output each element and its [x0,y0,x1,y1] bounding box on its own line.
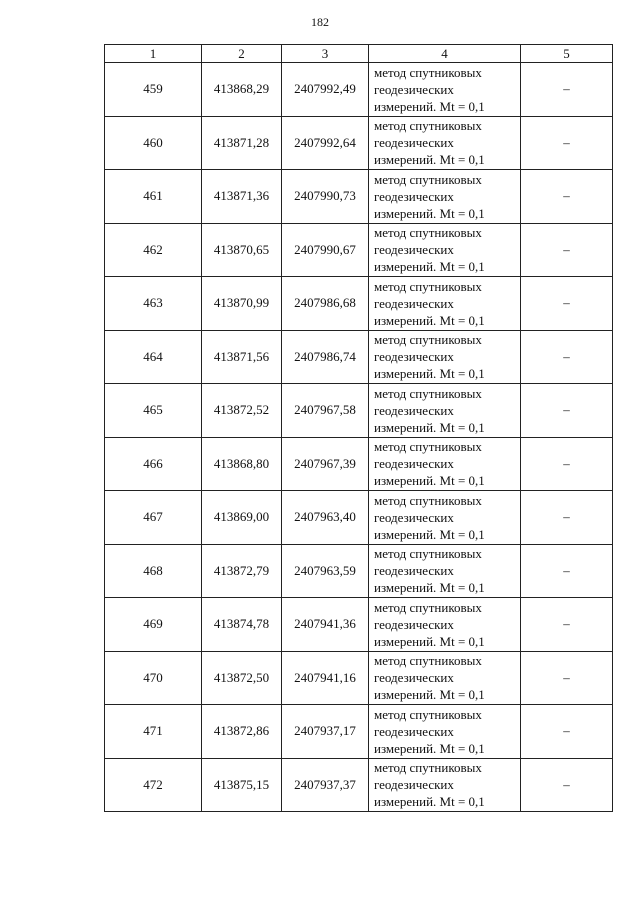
point-number-cell: 462 [105,223,202,277]
note-cell: – [521,384,613,438]
x-coordinate-cell: 413872,50 [202,651,282,705]
table-row [105,491,613,545]
method-cell [369,384,521,438]
x-coordinate-cell: 413874,78 [202,598,282,652]
method-line: геодезических [374,723,454,739]
y-coordinate-cell: 2407986,74 [282,330,369,384]
method-line: метод спутниковых [374,225,482,241]
note-cell: – [521,223,613,277]
table-row [105,330,613,384]
method-cell [369,758,521,812]
method-line: измерений. Mt = 0,1 [374,580,485,596]
method-line: метод спутниковых [374,385,482,401]
note-cell: – [521,330,613,384]
point-number-cell: 460 [105,116,202,170]
x-coordinate-cell: 413870,65 [202,223,282,277]
method-line: метод спутниковых [374,64,482,80]
method-line: геодезических [374,563,454,579]
method-line: геодезических [374,135,454,151]
method-line: метод спутниковых [374,278,482,294]
column-header-2: 2 [202,45,282,63]
x-coordinate-cell: 413871,28 [202,116,282,170]
point-number-cell: 469 [105,598,202,652]
y-coordinate-cell: 2407990,73 [282,170,369,224]
method-line: метод спутниковых [374,653,482,669]
table-row [105,384,613,438]
method-line: измерений. Mt = 0,1 [374,312,485,328]
method-cell [369,277,521,331]
point-number-cell: 464 [105,330,202,384]
method-cell [369,705,521,759]
column-header-5: 5 [521,45,613,63]
note-cell: – [521,491,613,545]
method-line: измерений. Mt = 0,1 [374,687,485,703]
y-coordinate-cell: 2407986,68 [282,277,369,331]
point-number-cell: 461 [105,170,202,224]
method-line: метод спутниковых [374,706,482,722]
method-line: измерений. Mt = 0,1 [374,794,485,810]
y-coordinate-cell: 2407941,16 [282,651,369,705]
x-coordinate-cell: 413871,36 [202,170,282,224]
method-cell [369,63,521,117]
table-row [105,223,613,277]
method-line: геодезических [374,670,454,686]
point-number-cell: 470 [105,651,202,705]
point-number-cell: 466 [105,437,202,491]
column-header-3: 3 [282,45,369,63]
note-cell: – [521,544,613,598]
table-row [105,277,613,331]
method-line: измерений. Mt = 0,1 [374,366,485,382]
y-coordinate-cell: 2407967,39 [282,437,369,491]
note-cell: – [521,705,613,759]
method-line: геодезических [374,242,454,258]
method-line: измерений. Mt = 0,1 [374,152,485,168]
table-row [105,170,613,224]
column-header-4: 4 [369,45,521,63]
method-line: метод спутниковых [374,439,482,455]
x-coordinate-cell: 413869,00 [202,491,282,545]
method-cell [369,491,521,545]
method-cell [369,544,521,598]
page-number: 182 [311,15,329,29]
method-line: геодезических [374,402,454,418]
method-line: геодезических [374,349,454,365]
table-row [105,63,613,117]
note-cell: – [521,651,613,705]
method-line: измерений. Mt = 0,1 [374,98,485,114]
x-coordinate-cell: 413875,15 [202,758,282,812]
point-number-cell: 472 [105,758,202,812]
table-row [105,705,613,759]
note-cell: – [521,63,613,117]
y-coordinate-cell: 2407967,58 [282,384,369,438]
method-cell [369,437,521,491]
method-line: метод спутниковых [374,546,482,562]
method-line: измерений. Mt = 0,1 [374,740,485,756]
point-number-cell: 465 [105,384,202,438]
y-coordinate-cell: 2407963,59 [282,544,369,598]
y-coordinate-cell: 2407941,36 [282,598,369,652]
method-cell [369,223,521,277]
method-line: метод спутниковых [374,492,482,508]
method-line: измерений. Mt = 0,1 [374,205,485,221]
method-cell [369,598,521,652]
y-coordinate-cell: 2407963,40 [282,491,369,545]
method-line: измерений. Mt = 0,1 [374,259,485,275]
y-coordinate-cell: 2407990,67 [282,223,369,277]
y-coordinate-cell: 2407992,49 [282,63,369,117]
note-cell: – [521,170,613,224]
method-line: измерений. Mt = 0,1 [374,473,485,489]
table-body [105,63,613,812]
method-line: измерений. Mt = 0,1 [374,526,485,542]
point-number-cell: 459 [105,63,202,117]
table-row [105,651,613,705]
coordinates-table [104,44,613,812]
table-row [105,116,613,170]
method-line: измерений. Mt = 0,1 [374,419,485,435]
method-line: геодезических [374,616,454,632]
x-coordinate-cell: 413868,29 [202,63,282,117]
method-line: метод спутниковых [374,760,482,776]
x-coordinate-cell: 413872,52 [202,384,282,438]
table-row [105,758,613,812]
method-line: метод спутниковых [374,599,482,615]
table-row [105,598,613,652]
note-cell: – [521,598,613,652]
x-coordinate-cell: 413868,80 [202,437,282,491]
note-cell: – [521,277,613,331]
note-cell: – [521,116,613,170]
table-row [105,437,613,491]
table-row [105,544,613,598]
x-coordinate-cell: 413872,86 [202,705,282,759]
point-number-cell: 471 [105,705,202,759]
y-coordinate-cell: 2407937,17 [282,705,369,759]
method-cell [369,170,521,224]
method-line: геодезических [374,777,454,793]
method-line: метод спутниковых [374,332,482,348]
point-number-cell: 467 [105,491,202,545]
method-line: геодезических [374,81,454,97]
y-coordinate-cell: 2407937,37 [282,758,369,812]
method-line: геодезических [374,456,454,472]
y-coordinate-cell: 2407992,64 [282,116,369,170]
x-coordinate-cell: 413871,56 [202,330,282,384]
x-coordinate-cell: 413872,79 [202,544,282,598]
method-cell [369,330,521,384]
method-line: метод спутниковых [374,118,482,134]
note-cell: – [521,437,613,491]
x-coordinate-cell: 413870,99 [202,277,282,331]
note-cell: – [521,758,613,812]
point-number-cell: 463 [105,277,202,331]
method-cell [369,116,521,170]
method-line: геодезических [374,295,454,311]
table-header-row [105,45,613,63]
method-cell [369,651,521,705]
method-line: геодезических [374,188,454,204]
column-header-1: 1 [105,45,202,63]
method-line: геодезических [374,509,454,525]
method-line: метод спутниковых [374,171,482,187]
point-number-cell: 468 [105,544,202,598]
method-line: измерений. Mt = 0,1 [374,633,485,649]
